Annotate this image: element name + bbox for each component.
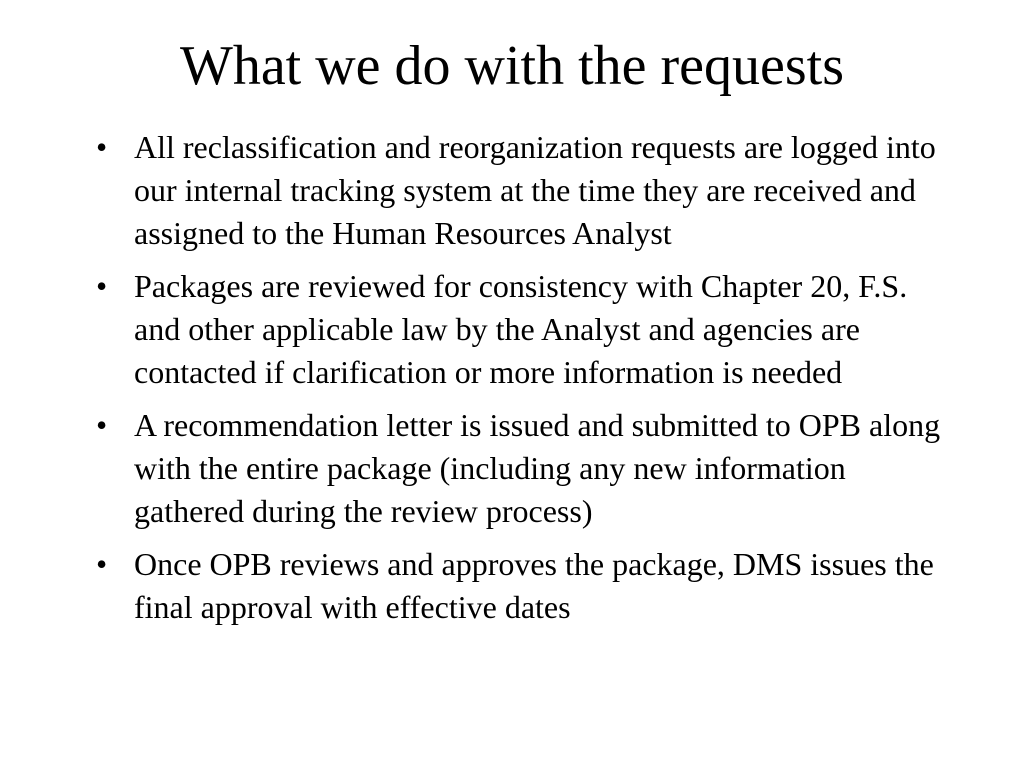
bullet-text: Once OPB reviews and approves the package, DMS issues the final approval with effective dates	[134, 546, 934, 625]
bullet-item	[96, 404, 956, 533]
bullet-item	[96, 543, 956, 629]
bullet-item	[96, 265, 956, 394]
bullet-dot-icon: •	[96, 546, 108, 582]
bullet-dot-icon: •	[96, 407, 108, 443]
bullet-text: All reclassification and reorganization requests are logged into our internal tracking system at the time they are received and assigned to the Human Resources Analyst	[134, 129, 936, 251]
bullet-text: Packages are reviewed for consistency with Chapter 20, F.S. and other applicable law by the Analyst and agencies are contacted if clarification or more information is needed	[134, 268, 908, 390]
bullet-dot-icon: •	[96, 268, 108, 304]
bullet-list	[96, 126, 956, 639]
bullet-text: A recommendation letter is issued and submitted to OPB along with the entire package (including any new information gathered during the review process)	[134, 407, 941, 529]
bullet-dot-icon: •	[96, 129, 108, 165]
slide-title: What we do with the requests	[179, 35, 845, 97]
bullet-item	[96, 126, 956, 255]
